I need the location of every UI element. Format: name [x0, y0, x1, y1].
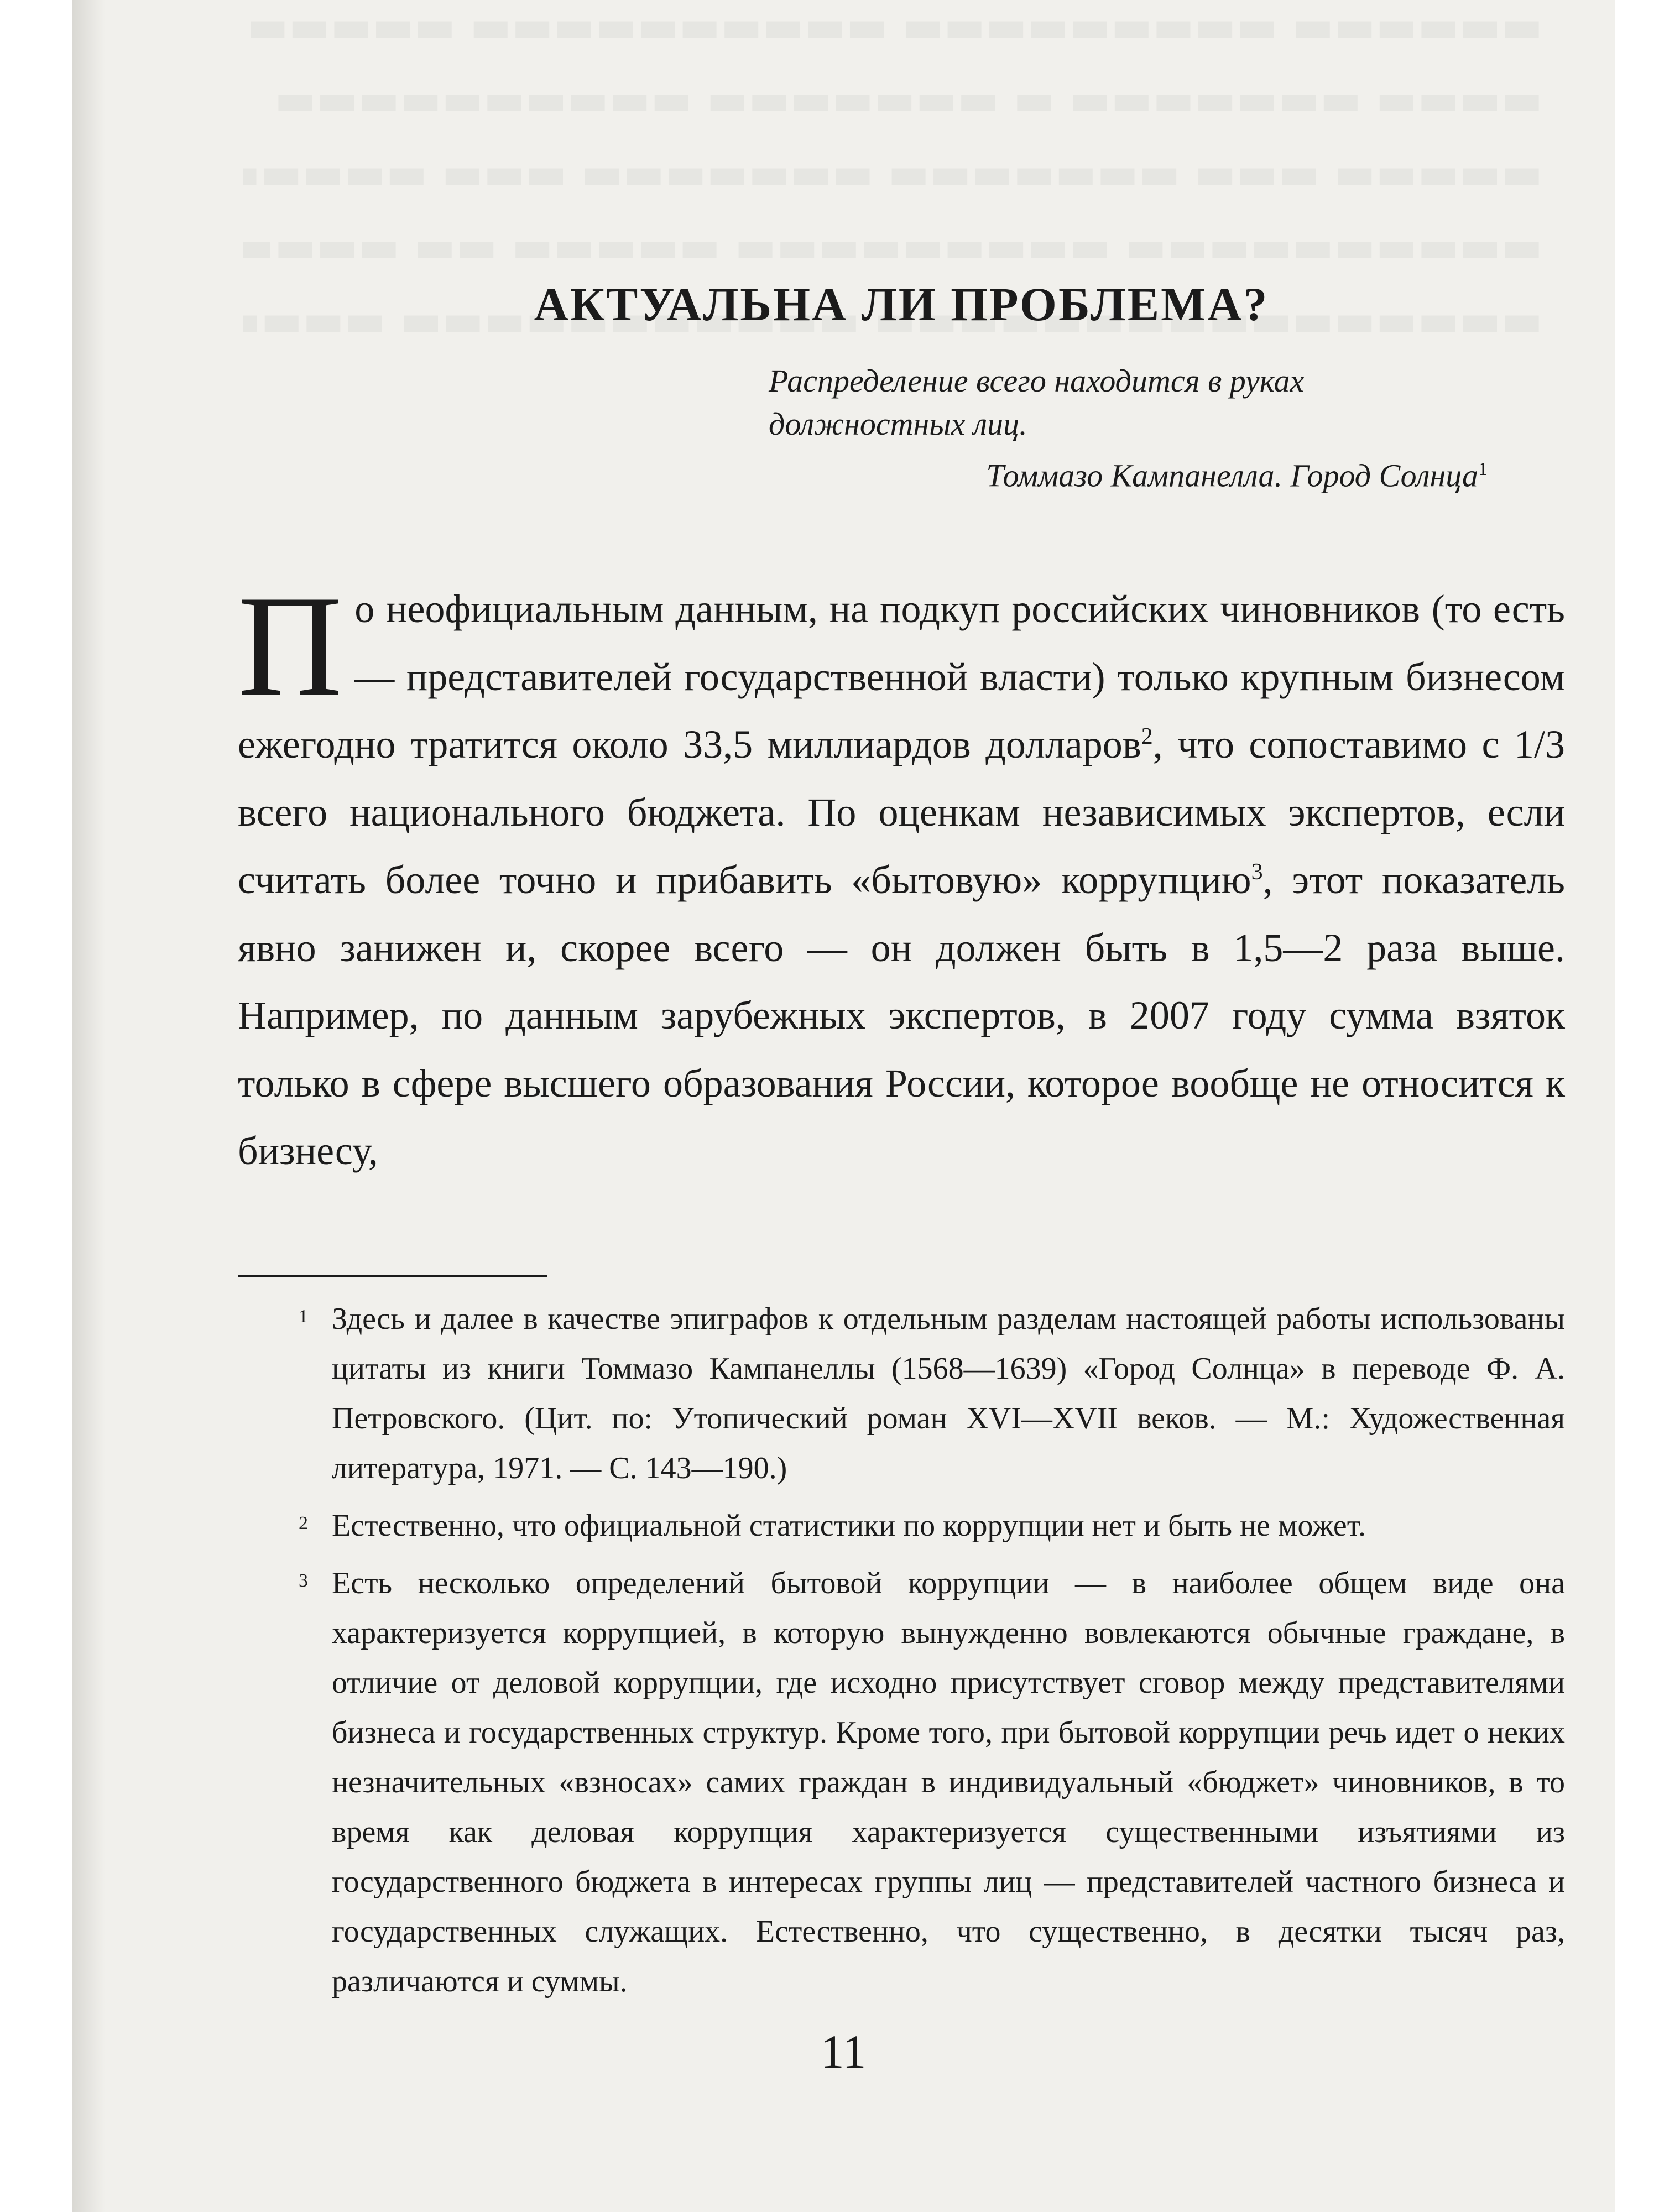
paragraph-part-2: , что сопоставимо с 1/3 всего национального бюджета. По оценкам независимых экспертов, если считать более точно и прибавить «бытовую» коррупцию	[238, 722, 1565, 902]
footnote	[238, 1558, 1565, 2006]
footnote	[238, 1501, 1565, 1551]
footnote-separator	[238, 1275, 547, 1277]
paragraph-part-3: , этот показатель явно занижен и, скорее всего — он должен быть в 1,5—2 раза выше. Например, по данным зарубежных экспертов, в 2007 году сумма взяток только в сфере высшего образования России, которое вообще не относится к бизнесу,	[238, 858, 1565, 1173]
footnote-text: Естественно, что официальной статистики по коррупции нет и быть не может.	[332, 1509, 1366, 1543]
section-title: АКТУАЛЬНА ЛИ ПРОБЛЕМА?	[534, 278, 1269, 331]
main-paragraph	[238, 566, 1565, 1185]
page-gutter-shadow	[72, 0, 105, 2212]
epigraph-quote: Распределение всего находится в руках должностных лиц.	[769, 363, 1305, 442]
footnote-text: Есть несколько определений бытовой коррупции — в наиболее общем виде она характеризуется коррупцией, в которую вынужденно вовлекаются обычные граждане, в отличие от деловой коррупции, где исходно присутствует сговор между представителями бизнеса и государственных структур. Кроме того, при бытовой коррупции речь идет о неких незначительных «взносах» самих граждан в индивидуальный «бюджет» чиновников, в то время как деловая коррупция характеризуется существенными изъятиями из государственного бюджета в интересах группы лиц — представителей частного бизнеса и государственных служащих. Естественно, что существенно, в десятки тысяч раз, различаются и суммы.	[332, 1566, 1565, 1999]
footnotes	[238, 1294, 1565, 2014]
footnote-ref-2: 2	[1141, 724, 1153, 749]
epigraph	[769, 359, 1488, 497]
footnote-text: Здесь и далее в качестве эпиграфов к отдельным разделам настоящей работы использованы цитаты из книги Томмазо Кампанеллы (1568—1639) «Город Солнца» в переводе Ф. А. Петровского. (Цит. по: Утопический роман XVI—XVII веков. — М.: Художественная литература, 1971. — С. 143—190.)	[332, 1302, 1565, 1485]
book-page	[72, 0, 1615, 2212]
footnote	[238, 1294, 1565, 1493]
page-number: 11	[820, 2025, 867, 2078]
footnote-number: 2	[299, 1513, 308, 1533]
drop-cap: П	[238, 566, 343, 726]
footnote-number: 1	[299, 1306, 308, 1327]
footnote-ref-3: 3	[1251, 859, 1263, 885]
footnote-number: 3	[299, 1571, 308, 1591]
epigraph-author	[769, 448, 1488, 497]
paragraph-part-1: о неофициальным данным, на подкуп российских чиновников (то есть — представителей государственной власти) только крупным бизнесом ежегодно тратится около 33,5 миллиардов долларов	[238, 587, 1565, 766]
footnote-ref-1: 1	[1478, 459, 1488, 479]
epigraph-author-text: Томмазо Кампанелла. Город Солнца	[986, 457, 1478, 494]
